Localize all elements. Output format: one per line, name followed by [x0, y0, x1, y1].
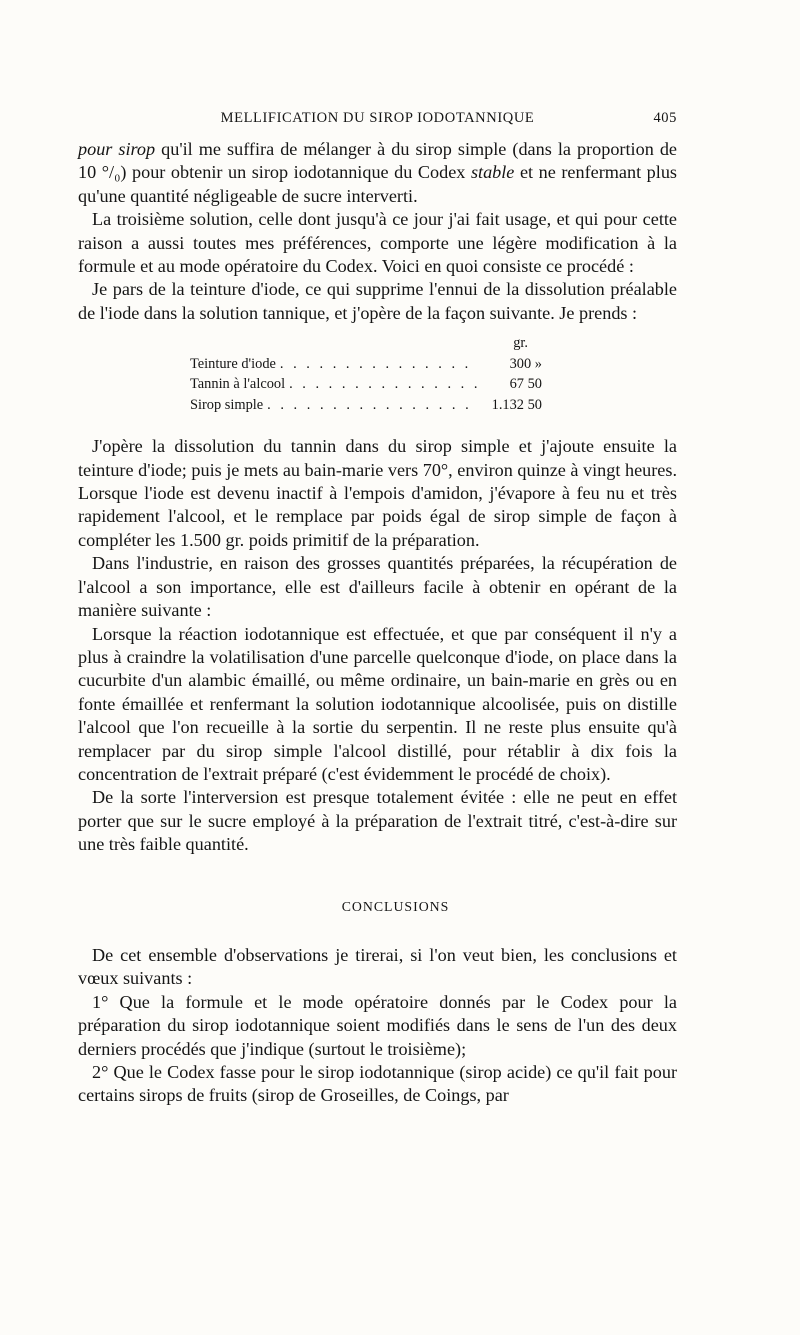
paragraph [78, 138, 677, 208]
paragraph: 2° Que le Codex fasse pour le sirop iodotannique (sirop acide) ce qu'il fait pour certains sirops de fruits (sirop de Groseilles, de Coings, par [78, 1062, 677, 1106]
italic-text: pour sirop [78, 139, 156, 159]
running-title: MELLIFICATION DU SIROP IODOTANNIQUE [220, 110, 535, 126]
recipe-unit: gr. [513, 335, 528, 352]
ingredient-name: Teinture d'iode [190, 355, 276, 372]
page-number: 405 [653, 110, 677, 126]
paragraph-text: qu'il me suffira de mélanger à du sirop simple (dans la proportion de 10 °/₀) pour obtenir un sirop iodotannique du Codex [78, 139, 677, 183]
leader-dots [276, 354, 478, 375]
recipe-row [190, 395, 542, 416]
paragraph-text: et ne renfermant plus qu'une quantité négligeable de sucre interverti. [78, 162, 677, 206]
paragraph: De la sorte l'interversion est presque totalement évitée : elle ne peut en effet porter que sur le sucre employé à la préparation de l'extrait titré, c'est-à-dire sur une très faible quantité. [78, 787, 677, 855]
section-heading: CONCLUSIONS [341, 898, 450, 914]
paragraph: La troisième solution, celle dont jusqu'à ce jour j'ai fait usage, et qui pour cette raison a aussi toutes mes préférences, comporte une légère modification à la formule et au mode opératoire du Codex. Voici en quoi consiste ce procédé : [78, 209, 677, 277]
ingredient-quantity: 1.132 50 [491, 396, 542, 413]
ingredient-quantity: 67 50 [509, 376, 542, 393]
ingredient-name: Sirop simple [190, 396, 264, 413]
running-header [78, 106, 677, 130]
ingredient-quantity: 300 » [509, 355, 542, 372]
italic-text: stable [470, 162, 515, 183]
paragraph: J'opère la dissolution du tannin dans du sirop simple et j'ajoute ensuite la teinture d'iode; puis je mets au bain-marie vers 70°, environ quinze à vingt heures. Lorsque l'iode est devenu inactif à l'empois d'amidon, j'évapore à feu nu et très rapidement l'alcool, et le remplace par poids égal de sirop simple de façon à compléter les 1.500 gr. poids primitif de la préparation. [78, 436, 677, 550]
paragraph: 1° Que la formule et le mode opératoire donnés par le Codex pour la préparation du sirop iodotannique soient modifiés dans le sens de l'un des deux derniers procédés que j'indique (surtout le troisième); [78, 991, 677, 1059]
recipe-table [190, 333, 542, 415]
recipe-row [190, 354, 542, 375]
text-body [78, 138, 677, 1108]
paragraph: De cet ensemble d'observations je tirerai, si l'on veut bien, les conclusions et vœux suivants : [78, 944, 677, 989]
ingredient-name: Tannin à l'alcool [190, 376, 286, 393]
paragraph: Lorsque la réaction iodotannique est effectuée, et que par conséquent il n'y a plus à craindre la volatilisation d'une parcelle quelconque d'iode, on place dans la cucurbite d'un alambic émaillé, ou même ordinaire, un bain-marie en grès ou en fonte émaillée et renfermant la solution iodotannique alcoolisée, puis on distille l'alcool que l'on recueille à la sortie du serpentin. Il ne reste plus ensuite qu'à remplacer par du sirop simple l'alcool distillé, pour rétablir à dix fois la concentration de l'extrait préparé (c'est évidemment le procédé de choix). [78, 623, 677, 784]
leader-dots [285, 374, 478, 395]
paragraph: Dans l'industrie, en raison des grosses quantités préparées, la récupération de l'alcool a son importance, elle est d'ailleurs facile à obtenir en opérant de la manière suivante : [78, 553, 677, 621]
leader-dots [263, 395, 478, 416]
recipe-row [190, 374, 542, 395]
paragraph: Je pars de la teinture d'iode, ce qui supprime l'ennui de la dissolution préalable de l'iode dans la solution tannique, et j'opère de la façon suivante. Je prends : [78, 279, 677, 323]
